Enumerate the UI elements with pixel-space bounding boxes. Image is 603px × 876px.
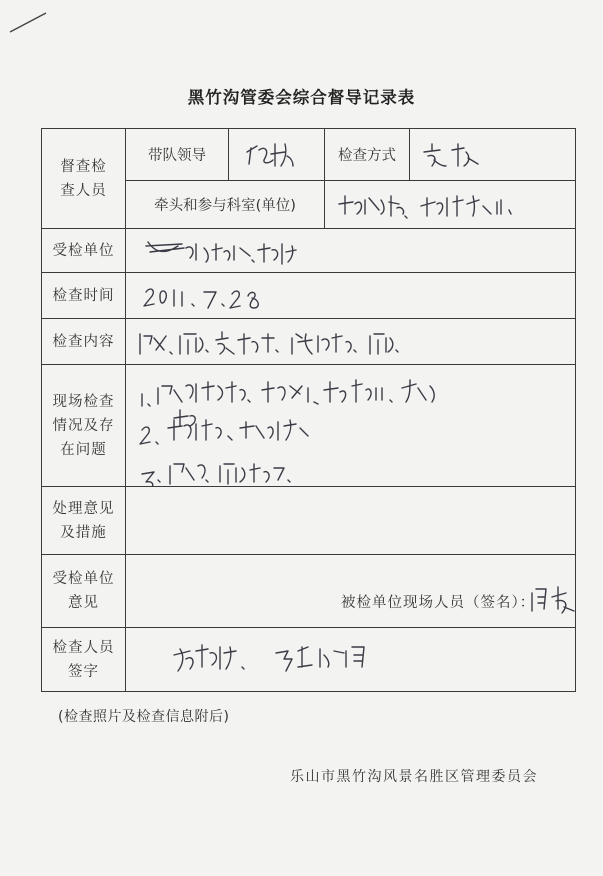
- row-unit-opinion: [42, 555, 576, 628]
- label-handling: 处理意见及措施: [42, 487, 126, 555]
- label-inspection-method: 检查方式: [325, 129, 410, 181]
- handwriting-onsite-signature: [526, 577, 576, 617]
- value-inspection-time: [126, 273, 576, 319]
- value-unit-opinion: [126, 555, 576, 628]
- label-team-leader: 带队领导: [126, 129, 229, 181]
- form-title: 黑竹沟管委会综合督导记录表: [187, 88, 416, 107]
- value-team-leader: [229, 129, 325, 181]
- row-handling: [42, 487, 576, 555]
- value-inspector-signature: [126, 628, 576, 692]
- row-inspection-time: [42, 273, 576, 319]
- handwriting-inspection-method: [410, 130, 576, 180]
- value-departments: [325, 181, 576, 229]
- label-unit-opinion: 受检单位意见: [42, 555, 126, 628]
- handwriting-departments: [325, 182, 576, 228]
- handwriting-onsite-issues: [126, 366, 576, 486]
- label-inspectors: 督查检查人员: [42, 129, 126, 229]
- label-inspector-signature: 检查人员签字: [42, 628, 126, 692]
- label-departments: 牵头和参与科室(单位): [126, 181, 325, 229]
- row-inspector-signature: [42, 628, 576, 692]
- attachment-note: (检查照片及检查信息附后): [58, 709, 230, 725]
- value-inspection-method: [410, 129, 576, 181]
- value-onsite-issues: [126, 365, 576, 487]
- value-inspected-unit: [126, 229, 576, 273]
- handwriting-inspected-unit: [126, 230, 576, 272]
- handwriting-inspection-content: [126, 320, 576, 364]
- handwriting-team-leader: [229, 130, 325, 180]
- issuing-organization: 乐山市黑竹沟风景名胜区管理委员会: [290, 769, 538, 785]
- row-inspected-unit: [42, 229, 576, 273]
- onsite-signature-label: 被检单位现场人员（签名）：: [341, 595, 536, 611]
- row-inspection-content: [42, 319, 576, 365]
- label-inspection-time: 检查时间: [42, 273, 126, 319]
- label-onsite-issues: 现场检查情况及存在问题: [42, 365, 126, 487]
- label-inspection-content: 检查内容: [42, 319, 126, 365]
- handwriting-inspection-time: [126, 274, 576, 318]
- value-inspection-content: [126, 319, 576, 365]
- label-inspected-unit: 受检单位: [42, 229, 126, 273]
- row-team-leader: [42, 129, 576, 181]
- handwriting-inspector-signatures: [126, 629, 576, 691]
- row-onsite-issues: [42, 365, 576, 487]
- pen-stroke-mark: [8, 10, 48, 34]
- supervision-record-table: [41, 128, 576, 692]
- value-handling: [126, 487, 576, 555]
